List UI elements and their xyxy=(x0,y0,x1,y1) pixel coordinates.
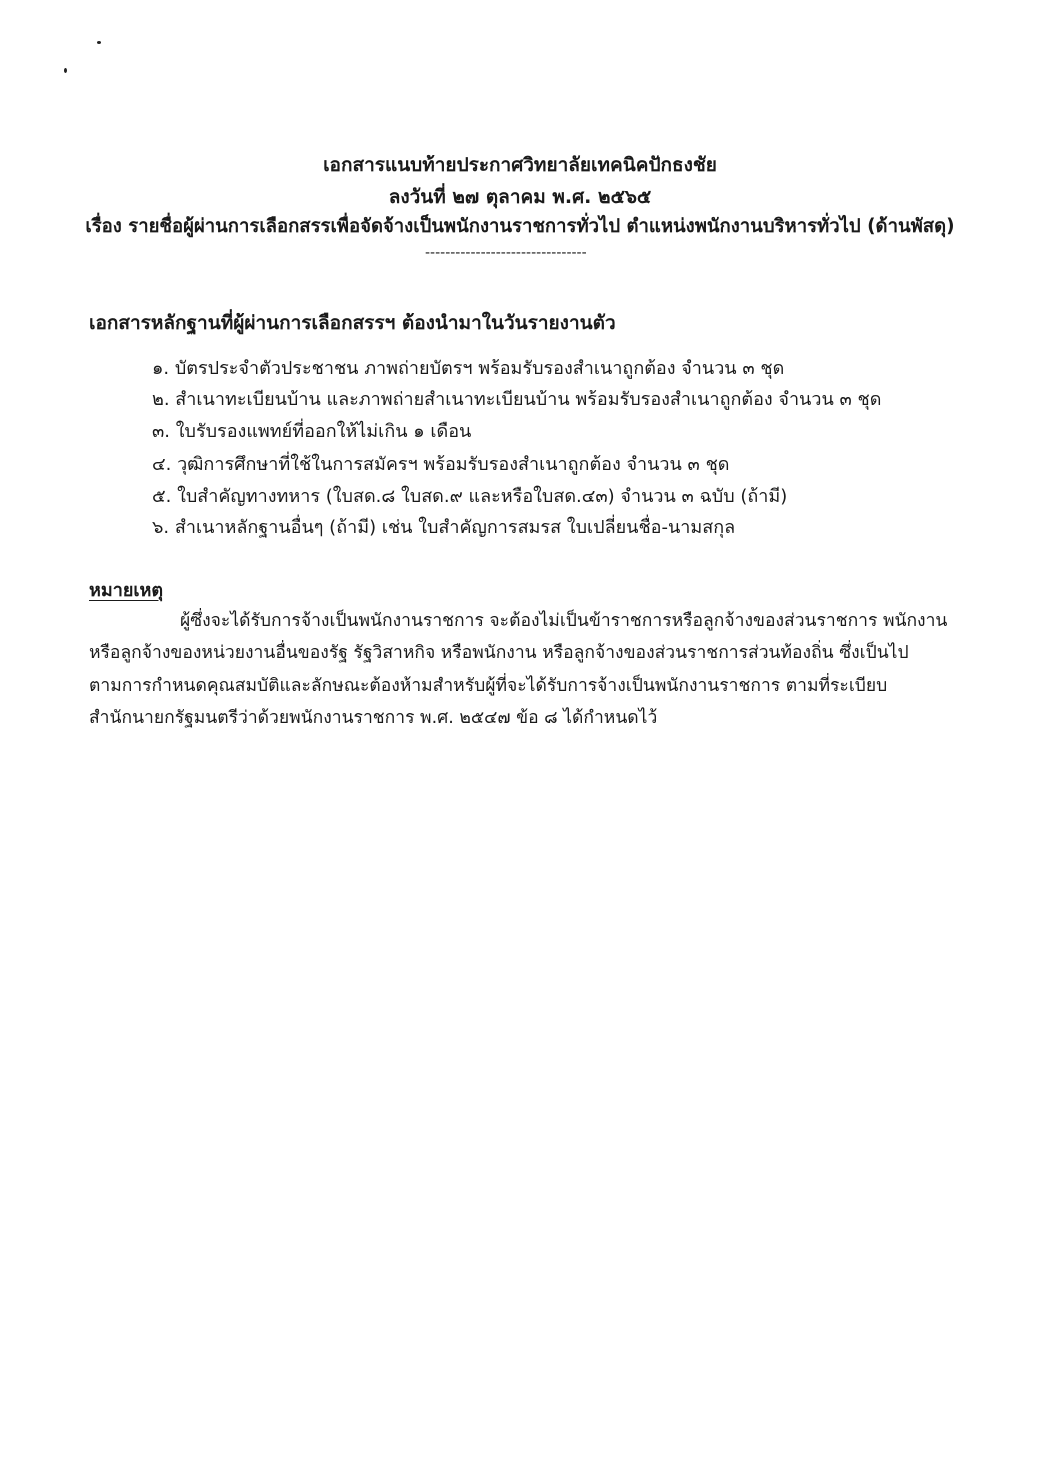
document-item-1: ๑. บัตรประจำตัวประชาชน ภาพถ่ายบัตรฯ พร้อมรับรองสำเนาถูกต้อง จำนวน ๓ ชุด xyxy=(152,358,785,379)
document-item-3: ๓. ใบรับรองแพทย์ที่ออกให้ไม่เกิน ๑ เดือน xyxy=(152,421,472,442)
header-title: เอกสารแนบท้ายประกาศวิทยาลัยเทคนิคปักธงชัย xyxy=(323,154,717,176)
documents-heading: เอกสารหลักฐานที่ผู้ผ่านการเลือกสรรฯ ต้องนำมาในวันรายงานตัว xyxy=(89,312,616,334)
remark-line-2: หรือลูกจ้างของหน่วยงานอื่นของรัฐ รัฐวิสาหกิจ หรือพนักงาน หรือลูกจ้างของส่วนราชการส่วนท้องถิ่น ซึ่งเป็นไป xyxy=(89,643,909,663)
document-item-4: ๔. วุฒิการศึกษาที่ใช้ในการสมัครฯ พร้อมรับรองสำเนาถูกต้อง จำนวน ๓ ชุด xyxy=(152,454,730,475)
scan-speck xyxy=(64,68,67,73)
remark-line-4: สำนักนายกรัฐมนตรีว่าด้วยพนักงานราชการ พ.ศ. ๒๕๔๗ ข้อ ๘ ได้กำหนดไว้ xyxy=(89,708,658,728)
header-divider: -------------------------------- xyxy=(425,245,587,261)
remark-line-3: ตามการกำหนดคุณสมบัติและลักษณะต้องห้ามสำหรับผู้ที่จะได้รับการจ้างเป็นพนักงานราชการ ตามที่ระเบียบ xyxy=(89,676,888,696)
remark-heading: หมายเหตุ xyxy=(89,580,164,601)
document-item-5: ๕. ใบสำคัญทางทหาร (ใบสด.๘ ใบสด.๙ และหรือใบสด.๔๓) จำนวน ๓ ฉบับ (ถ้ามี) xyxy=(152,486,788,507)
remark-line-1: ผู้ซึ่งจะได้รับการจ้างเป็นพนักงานราชการ จะต้องไม่เป็นข้าราชการหรือลูกจ้างของส่วนราชการ พนักงาน xyxy=(180,611,948,631)
document-item-6: ๖. สำเนาหลักฐานอื่นๆ (ถ้ามี) เช่น ใบสำคัญการสมรส ใบเปลี่ยนชื่อ-นามสกุล xyxy=(152,517,736,538)
document-item-2: ๒. สำเนาทะเบียนบ้าน และภาพถ่ายสำเนาทะเบียนบ้าน พร้อมรับรองสำเนาถูกต้อง จำนวน ๓ ชุด xyxy=(152,389,882,410)
scan-speck xyxy=(97,41,101,44)
header-date: ลงวันที่ ๒๗ ตุลาคม พ.ศ. ๒๕๖๕ xyxy=(388,186,652,208)
header-subject: เรื่อง รายชื่อผู้ผ่านการเลือกสรรเพื่อจัดจ้างเป็นพนักงานราชการทั่วไป ตำแหน่งพนักงานบริหารทั่วไป (ด้านพัสดุ) xyxy=(85,216,955,237)
